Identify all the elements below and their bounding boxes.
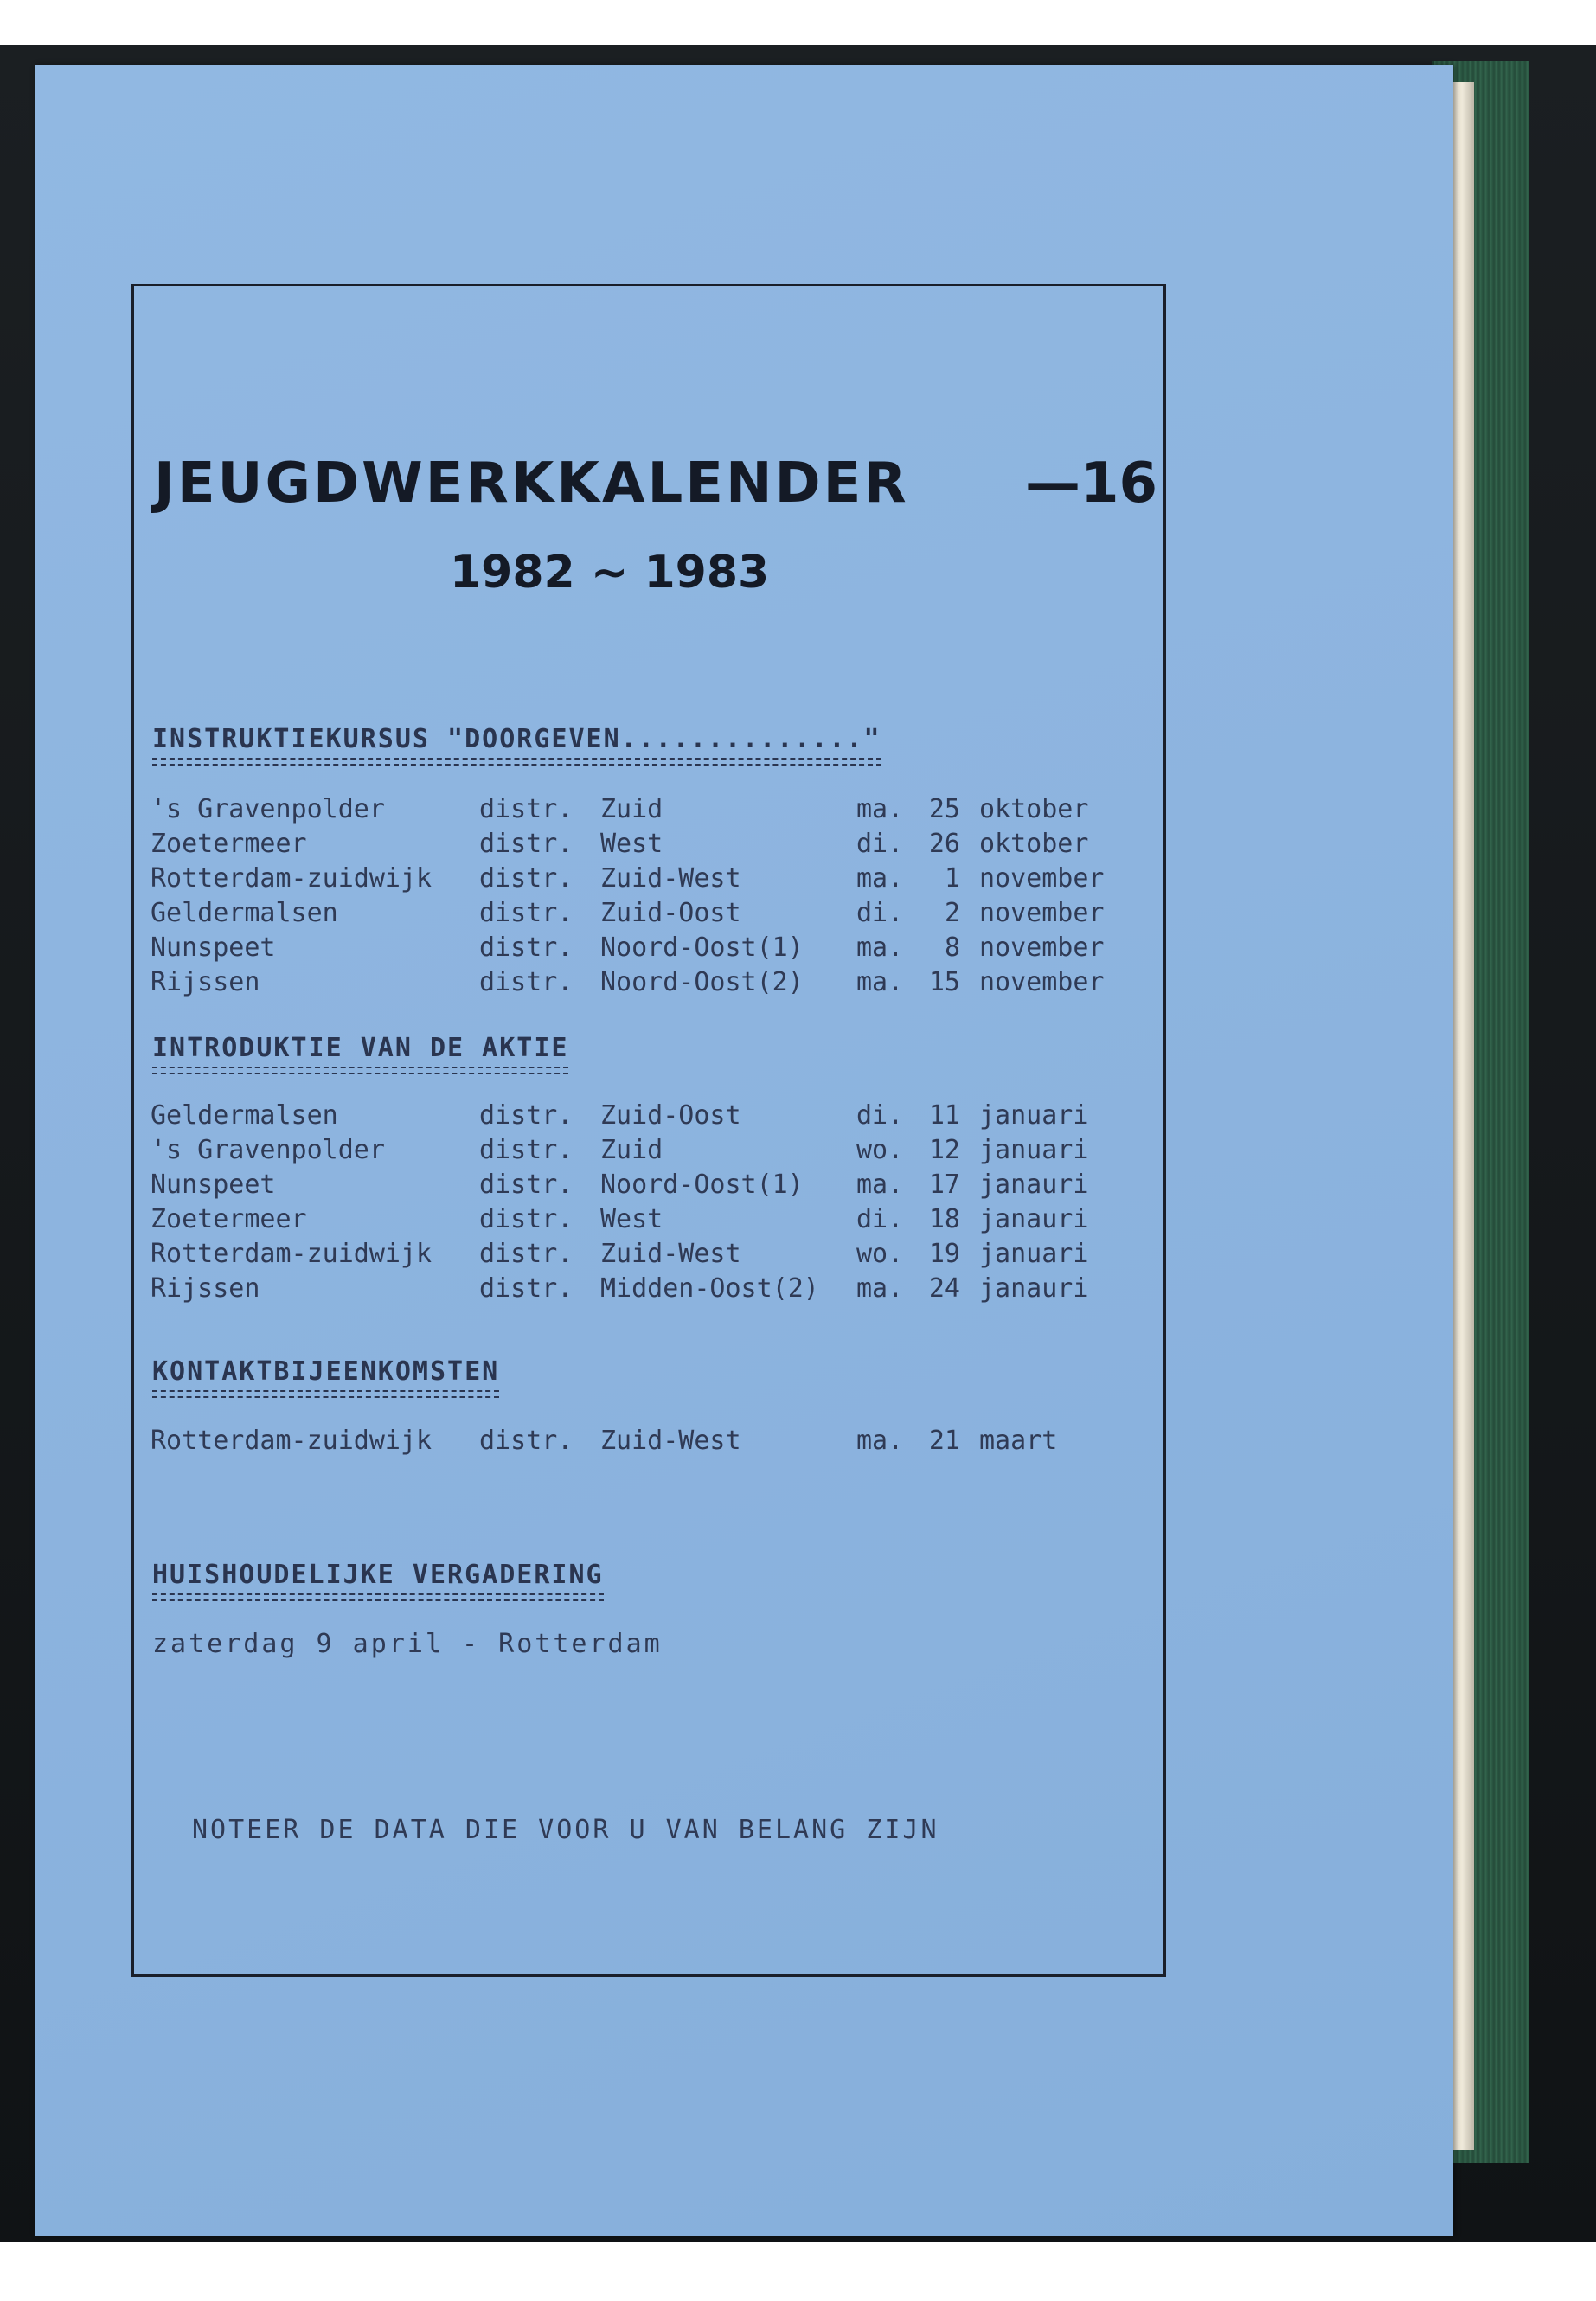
place: Rotterdam-zuidwijk [151, 1426, 433, 1456]
district: Noord-Oost(2) [600, 967, 804, 997]
day: 2 [944, 898, 960, 928]
meeting-date: zaterdag 9 april - Rotterdam [152, 1629, 663, 1659]
season-years: 1982 ~ 1983 [450, 547, 770, 599]
day: 1 [944, 863, 960, 894]
weekday: wo. [856, 1135, 904, 1165]
month: januari [979, 1135, 1089, 1165]
day: 12 [928, 1135, 960, 1165]
month: janauri [979, 1204, 1089, 1234]
month: maart [979, 1426, 1058, 1456]
distr-label: distr. [479, 794, 574, 824]
section-heading-introduktie: INTRODUKTIE VAN DE AKTIE [152, 1033, 568, 1068]
day: 26 [928, 829, 960, 859]
distr-label: distr. [479, 863, 574, 894]
month: november [979, 933, 1105, 963]
weekday: ma. [856, 863, 904, 894]
weekday: ma. [856, 794, 904, 824]
issue-number: —16 [1025, 452, 1158, 516]
place: Rotterdam-zuidwijk [151, 1239, 433, 1269]
distr-label: distr. [479, 1204, 574, 1234]
district: Zuid-Oost [600, 1100, 741, 1131]
weekday: di. [856, 829, 904, 859]
month: november [979, 967, 1105, 997]
distr-label: distr. [479, 1170, 574, 1200]
month: november [979, 863, 1105, 894]
place: Rijssen [151, 1273, 260, 1304]
distr-label: distr. [479, 829, 574, 859]
district: Zuid-Oost [600, 898, 741, 928]
district: West [600, 829, 663, 859]
day: 11 [928, 1100, 960, 1131]
day: 25 [928, 794, 960, 824]
place: 's Gravenpolder [151, 794, 385, 824]
weekday: ma. [856, 933, 904, 963]
weekday: ma. [856, 1170, 904, 1200]
place: Nunspeet [151, 1170, 276, 1200]
section-heading-huishoudelijke-vergadering: HUISHOUDELIJKE VERGADERING [152, 1560, 604, 1595]
month: janauri [979, 1170, 1089, 1200]
weekday: di. [856, 1204, 904, 1234]
weekday: ma. [856, 1273, 904, 1304]
place: Geldermalsen [151, 1100, 338, 1131]
distr-label: distr. [479, 1100, 574, 1131]
place: 's Gravenpolder [151, 1135, 385, 1165]
district: Noord-Oost(1) [600, 933, 804, 963]
weekday: wo. [856, 1239, 904, 1269]
place: Geldermalsen [151, 898, 338, 928]
month: januari [979, 1239, 1089, 1269]
district: Zuid [600, 794, 663, 824]
month: oktober [979, 829, 1089, 859]
month: janauri [979, 1273, 1089, 1304]
day: 21 [928, 1426, 960, 1456]
district: Zuid-West [600, 1426, 741, 1456]
weekday: di. [856, 1100, 904, 1131]
place: Rijssen [151, 967, 260, 997]
day: 17 [928, 1170, 960, 1200]
district: West [600, 1204, 663, 1234]
place: Zoetermeer [151, 1204, 307, 1234]
distr-label: distr. [479, 898, 574, 928]
section-heading-kontaktbijeenkomsten: KONTAKTBIJEENKOMSTEN [152, 1356, 499, 1392]
day: 18 [928, 1204, 960, 1234]
distr-label: distr. [479, 1426, 574, 1456]
place: Nunspeet [151, 933, 276, 963]
weekday: di. [856, 898, 904, 928]
month: oktober [979, 794, 1089, 824]
distr-label: distr. [479, 967, 574, 997]
district: Midden-Oost(2) [600, 1273, 819, 1304]
distr-label: distr. [479, 933, 574, 963]
footer-note: NOTEER DE DATA DIE VOOR U VAN BELANG ZIJN [192, 1815, 939, 1845]
district: Zuid [600, 1135, 663, 1165]
month: januari [979, 1100, 1089, 1131]
place: Zoetermeer [151, 829, 307, 859]
district: Zuid-West [600, 863, 741, 894]
weekday: ma. [856, 967, 904, 997]
month: november [979, 898, 1105, 928]
page-title: JEUGDWERKKALENDER [154, 452, 909, 516]
district: Noord-Oost(1) [600, 1170, 804, 1200]
distr-label: distr. [479, 1135, 574, 1165]
day: 8 [944, 933, 960, 963]
place: Rotterdam-zuidwijk [151, 863, 433, 894]
day: 19 [928, 1239, 960, 1269]
weekday: ma. [856, 1426, 904, 1456]
district: Zuid-West [600, 1239, 741, 1269]
section-heading-instruktiekursus: INSTRUKTIEKURSUS "DOORGEVEN.............." [152, 724, 881, 760]
day: 15 [928, 967, 960, 997]
distr-label: distr. [479, 1273, 574, 1304]
distr-label: distr. [479, 1239, 574, 1269]
day: 24 [928, 1273, 960, 1304]
